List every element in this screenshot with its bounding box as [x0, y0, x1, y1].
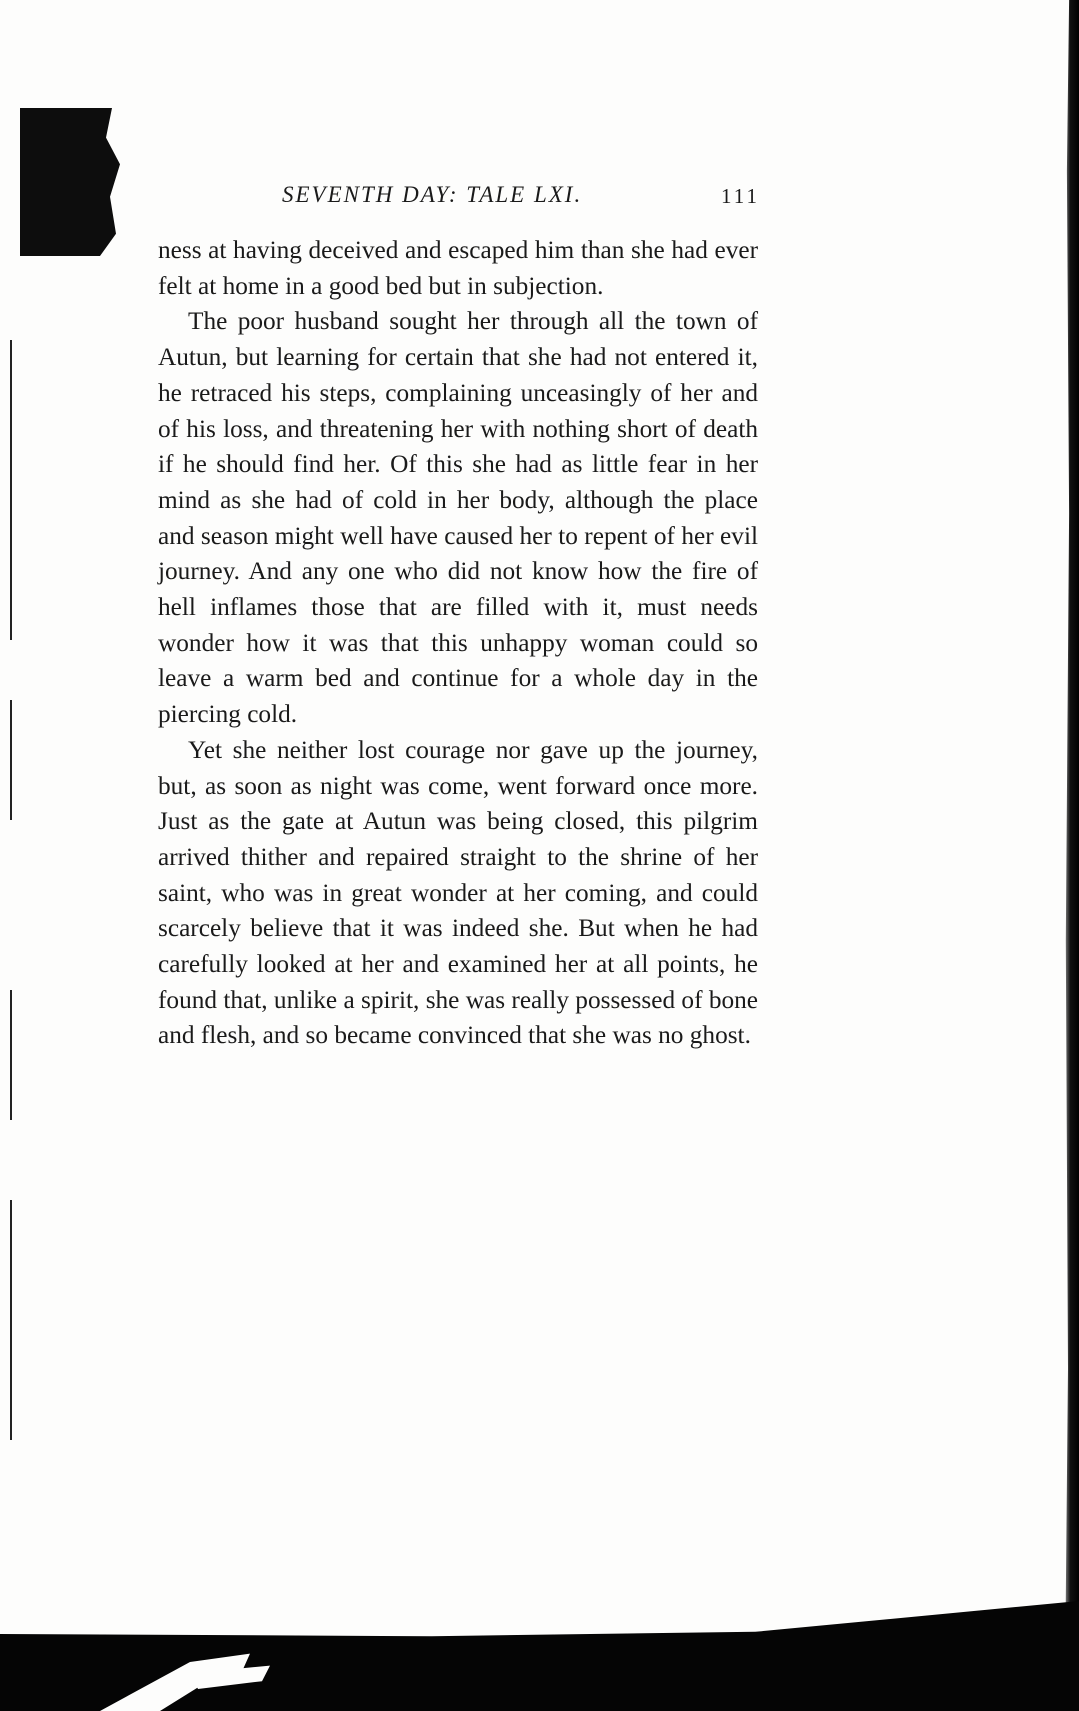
- running-head: SEVENTH DAY: TALE LXI.: [282, 182, 583, 207]
- body-text: [158, 233, 758, 1054]
- page-number: 111: [721, 184, 760, 208]
- scan-edge-line: [10, 990, 12, 1120]
- scan-edge-line: [10, 1200, 12, 1440]
- page-header: [160, 182, 760, 222]
- paragraph: Yet she neither lost courage nor gave up the journey, but, as soon as night was come, went forward once more. Just as the gate at Autun was being closed, this pilgrim arrived thither and repaired straight to the shrine of her saint, who was in great wonder at her coming, and could scarcely believe that it was indeed she. But when he had carefully looked at her and examined her at all points, he found that, unlike a spirit, she was really possessed of bone and flesh, and so became convinced that she was no ghost.: [158, 735, 758, 1050]
- paragraph: ness at having deceived and escaped him than she had ever felt at home in a good bed but in subjection.: [158, 236, 758, 300]
- paragraph: The poor husband sought her through all the town of Autun, but learning for certain that she had not entered it, he retraced his steps, complaining unceasingly of her and of his loss, and threatening her with nothing short of death if he should find her. Of this she had as little fear in her mind as she had of cold in her body, although the place and season might well have caused her to repent of her evil journey. And any one who did not know how the fire of hell inflames those that are filled with it, must needs wonder how it was that this unhappy woman could so leave a warm bed and continue for a whole day in the piercing cold.: [158, 307, 758, 729]
- scan-shadow-left: [20, 108, 120, 256]
- scan-edge-line: [10, 700, 12, 820]
- scan-edge-line: [10, 340, 12, 640]
